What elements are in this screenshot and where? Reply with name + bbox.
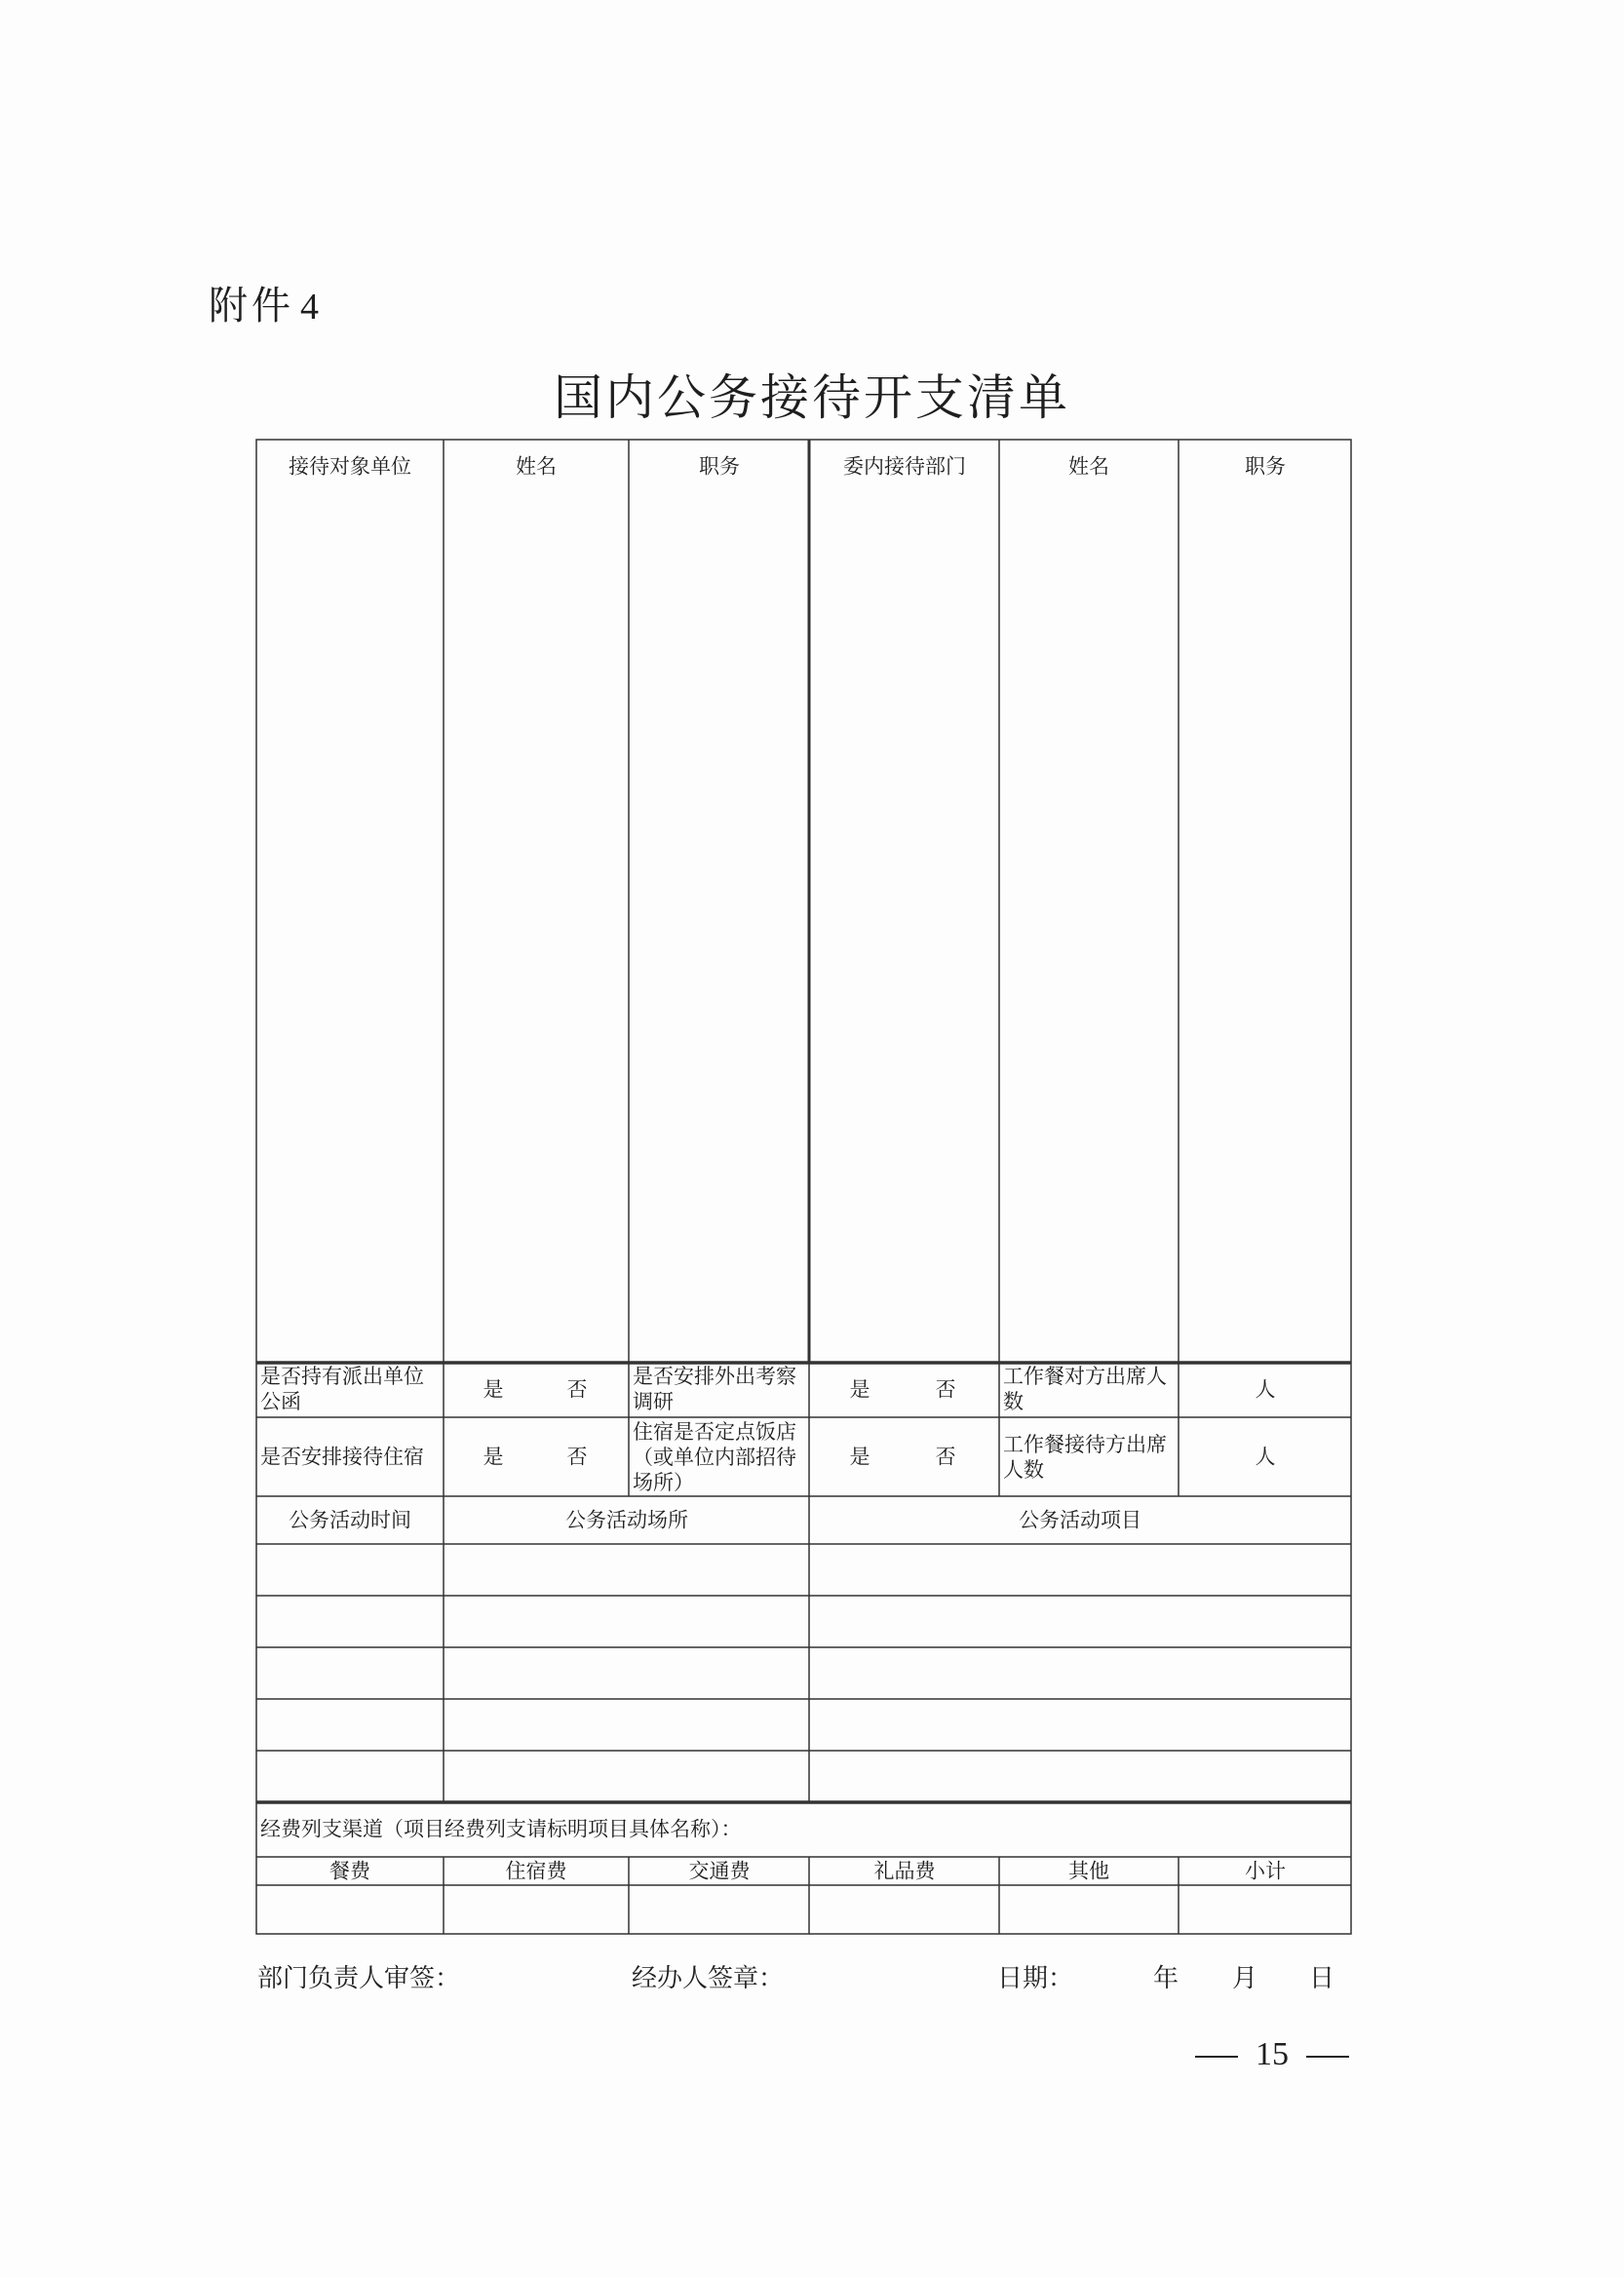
q-official-letter-yes: 是 <box>483 1377 504 1402</box>
q-field-trip-yes: 是 <box>849 1377 870 1402</box>
header-activity-project: 公务活动项目 <box>1019 1508 1141 1532</box>
outer-border <box>256 440 1351 1934</box>
q-designated-hotel-no: 否 <box>935 1445 956 1469</box>
header-guest-name: 姓名 <box>516 454 557 479</box>
header-guest-position: 职务 <box>699 454 740 479</box>
header-host-name: 姓名 <box>1068 454 1109 479</box>
handler-signature-label: 经办人签章： <box>632 1964 785 1993</box>
attachment-text: 附件 <box>209 284 294 328</box>
q-designated-hotel-yes: 是 <box>849 1445 870 1469</box>
date-year-label: 年 <box>1153 1964 1179 1993</box>
q-field-trip-no: 否 <box>935 1377 956 1402</box>
q-guest-meal-count-unit: 人 <box>1255 1377 1276 1402</box>
dept-head-signature-label: 部门负责人审签： <box>257 1964 461 1993</box>
q-lodging-yes: 是 <box>483 1445 504 1469</box>
q-guest-meal-count-label: 工作餐对方出席人数 <box>1003 1365 1167 1413</box>
header-guest-unit: 接待对象单位 <box>289 454 411 479</box>
date-label: 日期： <box>997 1964 1074 1993</box>
header-host-department: 委内接待部门 <box>843 454 966 479</box>
q-host-meal-count-unit: 人 <box>1255 1445 1276 1469</box>
expense-channel-label: 经费列支渠道（项目经费列支请标明项目具体名称）： <box>260 1817 742 1841</box>
q-official-letter-label: 是否持有派出单位公函 <box>260 1365 424 1413</box>
q-lodging-label: 是否安排接待住宿 <box>260 1445 424 1469</box>
header-activity-place: 公务活动场所 <box>565 1508 688 1532</box>
date-day-label: 日 <box>1309 1964 1335 1993</box>
expense-form-table <box>251 438 1357 1936</box>
header-expense-lodging: 住宿费 <box>505 1859 567 1883</box>
form-title: 国内公务接待开支清单 <box>554 369 1070 426</box>
q-field-trip-label: 是否安排外出考察调研 <box>633 1365 796 1413</box>
header-activity-time: 公务活动时间 <box>289 1508 411 1532</box>
form-grid-lines <box>251 438 1357 1936</box>
header-expense-gifts: 礼品费 <box>873 1859 936 1883</box>
date-month-label: 月 <box>1232 1964 1258 1993</box>
page-number-value: 15 <box>1256 2036 1289 2072</box>
q-official-letter-no: 否 <box>566 1377 588 1402</box>
header-expense-subtotal: 小计 <box>1245 1859 1286 1883</box>
header-expense-transport: 交通费 <box>688 1859 751 1883</box>
header-host-position: 职务 <box>1245 454 1286 479</box>
attachment-number: 4 <box>300 287 323 328</box>
attachment-label <box>209 275 323 330</box>
header-expense-other: 其他 <box>1068 1859 1109 1883</box>
header-expense-meals: 餐费 <box>329 1859 370 1883</box>
page-number <box>1178 2036 1367 2073</box>
q-designated-hotel-label: 住宿是否定点饭店（或单位内部招待场所） <box>633 1420 796 1494</box>
q-host-meal-count-label: 工作餐接待方出席人数 <box>1003 1433 1167 1482</box>
q-lodging-no: 否 <box>566 1445 588 1469</box>
